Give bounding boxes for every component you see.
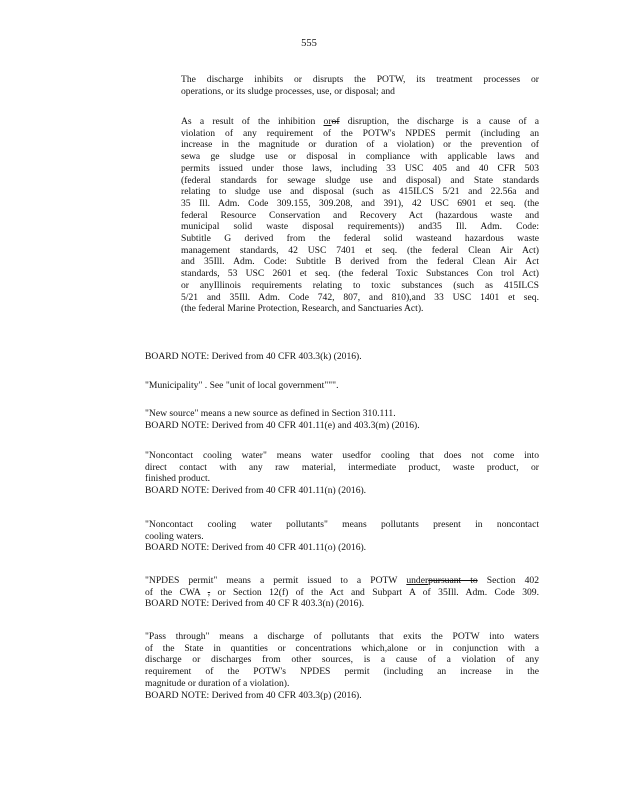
text-line: [145, 587, 539, 599]
text-line: finished product.: [145, 473, 211, 485]
deleted-text: ,: [207, 586, 211, 598]
text-line: cooling waters.: [145, 530, 204, 542]
definition-npdes-permit: [145, 575, 539, 610]
page-number: 555: [301, 38, 317, 49]
text-line: and 35Ill. Adm. Code: Subtitle B derived from the federal Clean Air Act: [181, 256, 539, 268]
text-line: (federal standards for sewage sludge use and disposal) and State standards: [181, 174, 539, 186]
text-line: or anyIllinois requirements relating to toxic substances (such as 415ILCS: [181, 279, 539, 291]
deleted-text: pursuant to: [428, 575, 478, 586]
definition-noncontact-cooling-water: [145, 450, 539, 497]
text-line: 5/21 and 35Ill. Adm. Code 742, 807, and 810),and 33 USC 1401 et seq.: [181, 291, 539, 303]
text-line: "Municipality" . See "unit of local government""".: [145, 380, 339, 391]
text-line: "New source" means a new source as defined in Section 310.111.: [145, 408, 396, 419]
text-line: standards, 53 USC 2601 et seq. (the federal Toxic Substances Con trol Act): [181, 268, 539, 280]
text-line: operations, or its sludge processes, use, or disposal; and: [181, 85, 395, 97]
inserted-text: under: [406, 575, 429, 586]
text-line: of the State in quantities or concentrations which,alone or in conjunction with a: [145, 642, 539, 654]
definition-new-source: [145, 408, 539, 431]
text-line: sewa ge sludge use or disposal in compliance with applicable laws and: [181, 151, 539, 163]
text-segment: As a result of the inhibition: [181, 116, 324, 127]
text-line: discharge or discharges from other sources, is a cause of a violation of any: [145, 654, 539, 666]
text-line: violation of any requirement of the POTW's NPDES permit (including an: [181, 127, 539, 139]
text-line: [145, 575, 539, 587]
definition-pass-through: [145, 631, 539, 701]
deleted-text: of: [331, 116, 340, 127]
text-line: Subtitle G derived from the federal solid wasteand hazardous waste: [181, 233, 539, 245]
text-line: management standards, 42 USC 7401 et seq. (the federal Clean Air Act): [181, 244, 539, 256]
board-note: [145, 351, 539, 363]
definition-municipality: [145, 380, 539, 392]
paragraph-inhibits-disrupts: [181, 74, 539, 97]
text-line: magnitude or duration of a violation).: [145, 677, 290, 689]
text-line: (the federal Marine Protection, Research, and Sanctuaries Act).: [181, 303, 424, 315]
board-note-text: BOARD NOTE: Derived from 40 CFR 401.11(o) (2016).: [145, 542, 367, 554]
board-note-text: BOARD NOTE: Derived from 40 CFR 401.11(n) (2016).: [145, 485, 367, 497]
text-segment: of the CWA: [145, 586, 208, 598]
board-note-text: BOARD NOTE: Derived from 40 CF R 403.3(n) (2016).: [145, 598, 365, 610]
board-note-text: BOARD NOTE: Derived from 40 CFR 401.11(e) and 403.3(m) (2016).: [145, 419, 420, 431]
paragraph-inhibition-result: [181, 116, 539, 315]
board-note-text: BOARD NOTE: Derived from 40 CFR 403.3(p) (2016).: [145, 689, 362, 701]
text-line: 35 Ill. Adm. Code 309.155, 309.208, and 391), 42 USC 6901 et seq. (the: [181, 197, 539, 209]
text-segment: or Section 12(f) of the Act and Subpart A of 35Ill. Adm. Code 309.: [210, 586, 539, 598]
text-line: municipal solid waste disposal requirements)) and35 Ill. Adm. Code:: [181, 221, 539, 233]
text-line: permits issued under those laws, including 33 USC 405 and 40 CFR 503: [181, 162, 539, 174]
text-line: requirement of the POTW's NPDES permit (including an increase in the: [145, 666, 539, 678]
text-line: The discharge inhibits or disrupts the POTW, its treatment processes or: [181, 74, 539, 85]
text-line: increase in the magnitude or duration of a violation) or the prevention of: [181, 139, 539, 151]
text-line: "Noncontact cooling water" means water usedfor cooling that does not come into: [145, 450, 539, 461]
text-line: "Pass through" means a discharge of pollutants that exits the POTW into waters: [145, 631, 539, 642]
board-note-text: BOARD NOTE: Derived from 40 CFR 403.3(k) (2016).: [145, 351, 362, 362]
text-segment: "NPDES permit" means a permit issued to a POTW: [145, 575, 407, 586]
text-segment: disruption, the discharge is a cause of a: [339, 116, 540, 127]
text-line: [181, 116, 539, 128]
inserted-text: or: [323, 116, 332, 127]
text-line: relating to sludge use and disposal (such as 415ILCS 5/21 and 22.56a and: [181, 186, 539, 198]
definition-noncontact-pollutants: [145, 519, 539, 554]
text-segment: Section 402: [477, 575, 540, 586]
text-line: direct contact with any raw material, intermediate product, waste product, or: [145, 461, 539, 473]
text-line: federal Resource Conservation and Recovery Act (hazardous waste and: [181, 209, 539, 221]
text-line: "Noncontact cooling water pollutants" means pollutants present in noncontact: [145, 519, 539, 530]
